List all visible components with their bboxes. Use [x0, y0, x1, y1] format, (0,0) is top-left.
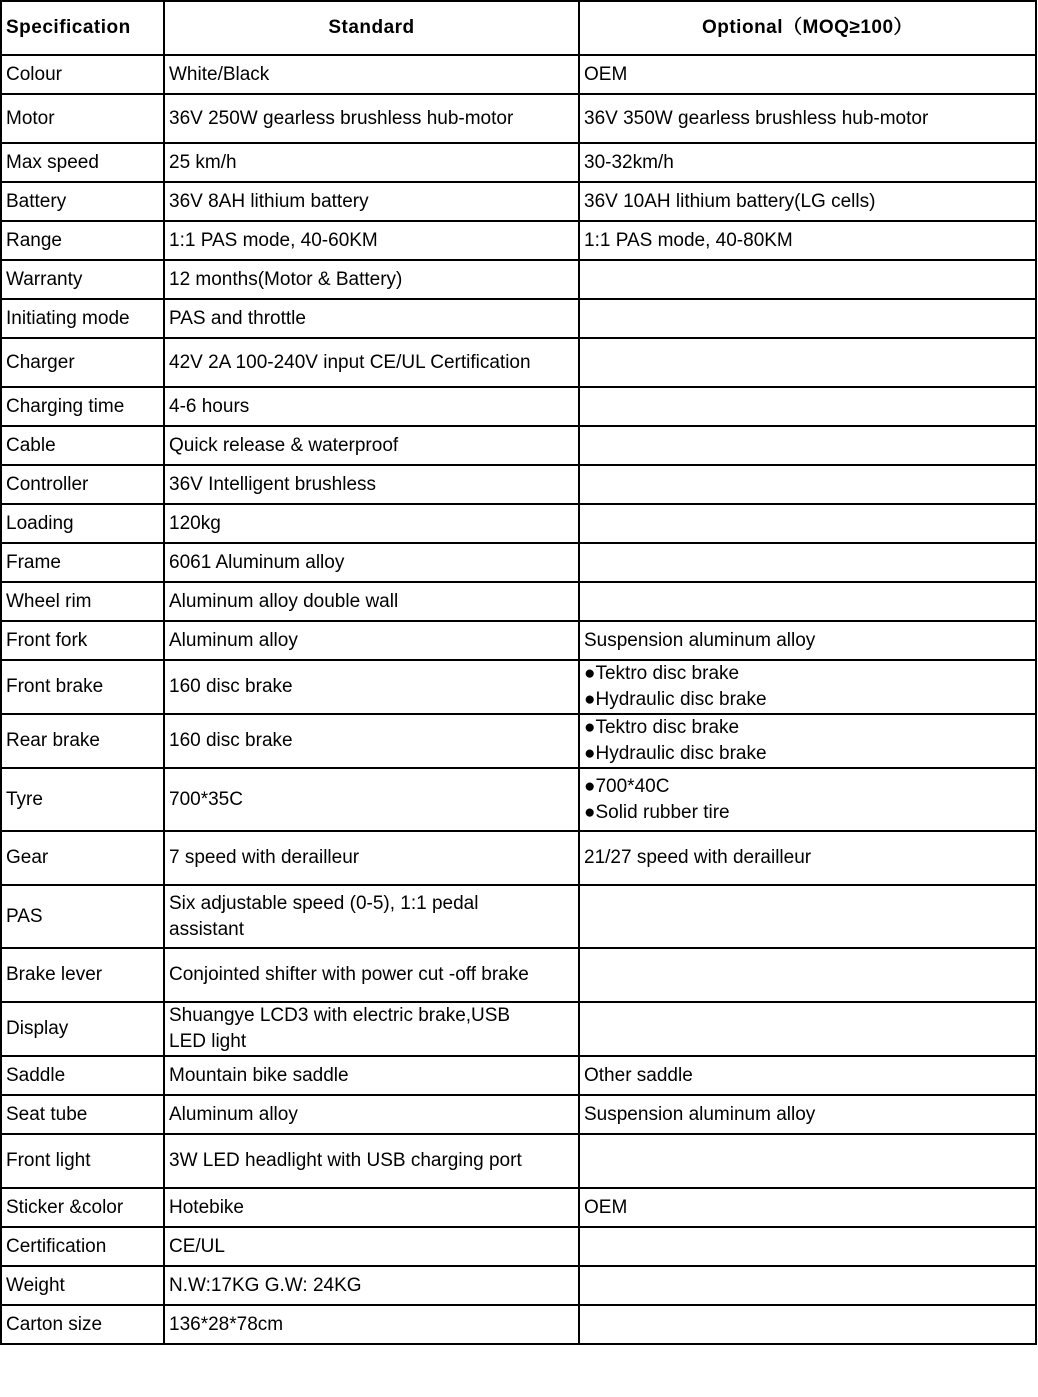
optional-value-line: OEM [584, 1196, 628, 1218]
standard-value-line: 136*28*78cm [169, 1313, 284, 1335]
standard-value-cell [164, 1227, 579, 1266]
table-row [1, 621, 1036, 660]
spec-name-cell: Gear [1, 831, 164, 885]
standard-value-cell [164, 221, 579, 260]
standard-value-line: Conjointed shifter with power cut -off brake [169, 964, 529, 985]
optional-value-line: Other saddle [584, 1064, 693, 1086]
spec-name-cell: Max speed [1, 143, 164, 182]
spec-name-cell: Charger [1, 338, 164, 387]
standard-value-line: LED light [169, 1031, 247, 1052]
standard-value-line: 6061 Aluminum alloy [169, 551, 345, 573]
standard-value-cell [164, 182, 579, 221]
standard-value-line: 160 disc brake [169, 676, 293, 697]
header-row [1, 1, 1036, 55]
standard-value-line: 12 months(Motor & Battery) [169, 268, 403, 290]
table-row [1, 338, 1036, 387]
header-specification: Specification [1, 1, 164, 55]
spec-name-cell: Warranty [1, 260, 164, 299]
header-optional: Optional（MOQ≥100） [579, 1, 1036, 55]
spec-name-cell: Carton size [1, 1305, 164, 1344]
standard-value-line: 7 speed with derailleur [169, 847, 360, 868]
standard-value-cell [164, 55, 579, 94]
spec-name-cell: Battery [1, 182, 164, 221]
standard-value-line: Aluminum alloy [169, 1103, 298, 1125]
spec-name-cell: Loading [1, 504, 164, 543]
table-row [1, 1266, 1036, 1305]
optional-value-line: Suspension aluminum alloy [584, 1103, 816, 1125]
standard-value-cell [164, 660, 579, 714]
table-row [1, 948, 1036, 1002]
spec-name-cell: Brake lever [1, 948, 164, 1002]
standard-value-cell [164, 387, 579, 426]
standard-value-line: 700*35C [169, 788, 243, 810]
optional-value-cell [579, 948, 1036, 1002]
optional-value-cell [579, 1305, 1036, 1344]
standard-value-cell [164, 582, 579, 621]
spec-name-cell: Weight [1, 1266, 164, 1305]
table-row [1, 543, 1036, 582]
standard-value-cell [164, 504, 579, 543]
standard-value-cell [164, 465, 579, 504]
table-row [1, 182, 1036, 221]
standard-value-cell [164, 1095, 579, 1134]
optional-value-cell [579, 1134, 1036, 1188]
optional-value-cell [579, 1266, 1036, 1305]
optional-value-cell [579, 260, 1036, 299]
table-row [1, 260, 1036, 299]
standard-value-line: 25 km/h [169, 151, 237, 173]
optional-value-cell [579, 768, 1036, 831]
optional-value-cell [579, 94, 1036, 143]
standard-value-line: Mountain bike saddle [169, 1064, 349, 1086]
standard-value-line: White/Black [169, 63, 270, 85]
standard-value-cell [164, 1266, 579, 1305]
table-row [1, 1134, 1036, 1188]
optional-value-line: OEM [584, 63, 628, 85]
optional-value-line: 21/27 speed with derailleur [584, 847, 812, 868]
table-row [1, 768, 1036, 831]
standard-value-cell [164, 426, 579, 465]
standard-value-line: 36V 8AH lithium battery [169, 190, 369, 212]
standard-value-cell [164, 143, 579, 182]
table-row [1, 714, 1036, 768]
optional-value-cell [579, 338, 1036, 387]
table-row [1, 582, 1036, 621]
table-row [1, 1188, 1036, 1227]
standard-value-line: Aluminum alloy double wall [169, 590, 399, 612]
optional-value-cell [579, 1002, 1036, 1056]
standard-value-cell [164, 1188, 579, 1227]
spec-name-cell: Motor [1, 94, 164, 143]
table-row [1, 831, 1036, 885]
spec-name-cell: Tyre [1, 768, 164, 831]
optional-value-cell [579, 221, 1036, 260]
table-row [1, 1227, 1036, 1266]
table-row [1, 1095, 1036, 1134]
standard-value-line: N.W:17KG G.W: 24KG [169, 1274, 362, 1296]
spec-name-cell: PAS [1, 885, 164, 948]
spec-name-cell: Sticker &color [1, 1188, 164, 1227]
standard-value-cell [164, 885, 579, 948]
table-row [1, 465, 1036, 504]
optional-value-line: 36V 350W gearless brushless hub-motor [584, 107, 929, 129]
standard-value-cell [164, 831, 579, 885]
standard-value-cell [164, 299, 579, 338]
standard-value-cell [164, 1305, 579, 1344]
spec-name-cell: Front light [1, 1134, 164, 1188]
optional-value-line: Suspension aluminum alloy [584, 629, 816, 651]
spec-table-body [1, 55, 1036, 1344]
standard-value-line: Hotebike [169, 1196, 244, 1218]
optional-value-line: ●Hydraulic disc brake [584, 743, 767, 764]
optional-value-cell [579, 143, 1036, 182]
optional-value-cell [579, 714, 1036, 768]
table-row [1, 221, 1036, 260]
optional-value-cell [579, 299, 1036, 338]
spec-name-cell: Wheel rim [1, 582, 164, 621]
optional-value-line: ●Solid rubber tire [584, 801, 730, 823]
standard-value-cell [164, 1134, 579, 1188]
standard-value-line: 160 disc brake [169, 730, 293, 751]
spec-name-cell: Range [1, 221, 164, 260]
spec-name-cell: Colour [1, 55, 164, 94]
spec-name-cell: Rear brake [1, 714, 164, 768]
spec-name-cell: Saddle [1, 1056, 164, 1095]
standard-value-cell [164, 338, 579, 387]
spec-name-cell: Front fork [1, 621, 164, 660]
optional-value-cell [579, 543, 1036, 582]
optional-value-line: 36V 10AH lithium battery(LG cells) [584, 190, 876, 212]
standard-value-line: PAS and throttle [169, 307, 306, 329]
optional-value-cell [579, 55, 1036, 94]
optional-value-line: ●Hydraulic disc brake [584, 689, 767, 710]
table-row [1, 504, 1036, 543]
table-row [1, 387, 1036, 426]
optional-value-line: ●700*40C [584, 775, 670, 797]
optional-value-cell [579, 182, 1036, 221]
table-row [1, 426, 1036, 465]
optional-value-cell [579, 1056, 1036, 1095]
spec-name-cell: Display [1, 1002, 164, 1056]
table-row [1, 885, 1036, 948]
spec-name-cell: Seat tube [1, 1095, 164, 1134]
table-row [1, 94, 1036, 143]
table-row [1, 1305, 1036, 1344]
standard-value-line: CE/UL [169, 1235, 225, 1257]
optional-value-line: ●Tektro disc brake [584, 717, 740, 738]
standard-value-cell [164, 1002, 579, 1056]
standard-value-line: 1:1 PAS mode, 40-60KM [169, 229, 378, 251]
standard-value-cell [164, 260, 579, 299]
standard-value-cell [164, 714, 579, 768]
table-row [1, 1002, 1036, 1056]
optional-value-cell [579, 582, 1036, 621]
standard-value-cell [164, 543, 579, 582]
standard-value-line: Shuangye LCD3 with electric brake,USB [169, 1005, 511, 1026]
spec-name-cell: Certification [1, 1227, 164, 1266]
standard-value-line: Quick release & waterproof [169, 434, 399, 456]
optional-value-line: ●Tektro disc brake [584, 663, 740, 684]
optional-value-cell [579, 660, 1036, 714]
optional-value-cell [579, 504, 1036, 543]
standard-value-cell [164, 621, 579, 660]
optional-value-cell [579, 885, 1036, 948]
spec-name-cell: Frame [1, 543, 164, 582]
standard-value-cell [164, 1056, 579, 1095]
optional-value-cell [579, 1227, 1036, 1266]
optional-value-line: 1:1 PAS mode, 40-80KM [584, 229, 793, 251]
table-row [1, 143, 1036, 182]
standard-value-line: 3W LED headlight with USB charging port [169, 1150, 522, 1171]
standard-value-cell [164, 768, 579, 831]
optional-value-cell [579, 465, 1036, 504]
spec-name-cell: Cable [1, 426, 164, 465]
standard-value-cell [164, 948, 579, 1002]
table-row [1, 1056, 1036, 1095]
optional-value-cell [579, 621, 1036, 660]
table-row [1, 660, 1036, 714]
standard-value-line: 4-6 hours [169, 395, 250, 417]
spec-name-cell: Front brake [1, 660, 164, 714]
standard-value-line: 120kg [169, 512, 221, 534]
standard-value-line: Aluminum alloy [169, 629, 298, 651]
standard-value-line: Six adjustable speed (0-5), 1:1 pedal [169, 892, 479, 914]
standard-value-line: assistant [169, 918, 244, 940]
header-standard: Standard [164, 1, 579, 55]
standard-value-line: 36V 250W gearless brushless hub-motor [169, 107, 514, 129]
spec-name-cell: Controller [1, 465, 164, 504]
table-row [1, 299, 1036, 338]
standard-value-cell [164, 94, 579, 143]
optional-value-cell [579, 387, 1036, 426]
spec-name-cell: Charging time [1, 387, 164, 426]
standard-value-line: 36V Intelligent brushless [169, 473, 377, 495]
optional-value-cell [579, 1188, 1036, 1227]
optional-value-cell [579, 426, 1036, 465]
optional-value-line: 30-32km/h [584, 151, 674, 173]
optional-value-cell [579, 831, 1036, 885]
standard-value-line: 42V 2A 100-240V input CE/UL Certification [169, 351, 531, 373]
optional-value-cell [579, 1095, 1036, 1134]
table-row [1, 55, 1036, 94]
spec-name-cell: Initiating mode [1, 299, 164, 338]
